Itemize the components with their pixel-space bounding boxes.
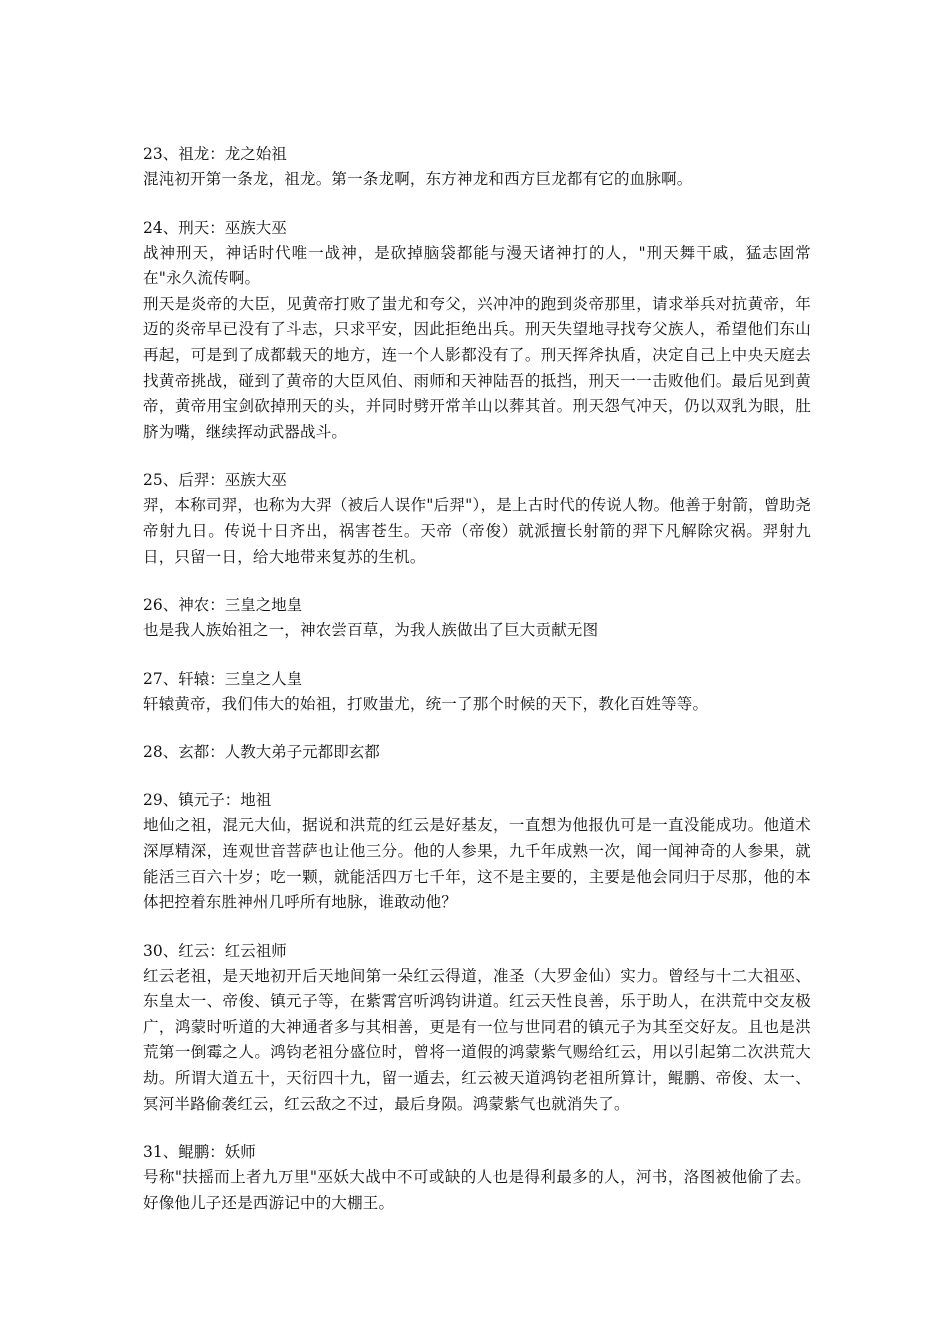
document-page xyxy=(143,142,811,1239)
entry-paragraph: 轩辕黄帝，我们伟大的始祖，打败蚩尤，统一了那个时候的天下，教化百姓等等。 xyxy=(143,694,709,713)
entry-24 xyxy=(143,216,811,446)
entry-paragraph: 也是我人族始祖之一，神农尝百草，为我人族做出了巨大贡献无图 xyxy=(143,621,599,640)
entry-paragraph: 刑天是炎帝的大臣，见黄帝打败了蚩尤和夸父，兴冲冲的跑到炎帝那里，请求举兵对抗黄帝，年迈的炎帝早已没有了斗志，只求平安，因此拒绝出兵。刑天失望地寻找夸父族人，希望他们东山再起，可是到了成都载天的地方，连一个人影都没有了。刑天挥斧执盾，决定自己上中央天庭去找黄帝挑战，碰到了黄帝的大臣风伯、雨师和天神陆吾的抵挡，刑天一一击败他们。最后见到黄帝，黄帝用宝剑砍掉刑天的头，并同时劈开常羊山以葬其首。刑天怨气冲天，仍以双乳为眼，肚脐为嘴，继续挥动武器战斗。 xyxy=(143,294,811,441)
entry-23 xyxy=(143,142,811,193)
entry-title: 25、后羿：巫族大巫 xyxy=(143,471,287,490)
entry-31 xyxy=(143,1140,811,1216)
entry-title: 23、祖龙：龙之始祖 xyxy=(143,145,287,163)
entry-paragraph: 地仙之祖，混元大仙，据说和洪荒的红云是好基友，一直想为他报仇可是一直没能成功。他道术深厚精深，连观世音菩萨也让他三分。他的人参果，九千年成熟一次，闻一闻神奇的人参果，就能活三百六十岁；吃一颗，就能活四万七千年，这不是主要的，主要是他会同归于尽那，他的本体把控着东胜神州几呼所有地脉，谁敢动他？ xyxy=(143,816,811,912)
entry-30 xyxy=(143,939,811,1118)
entry-title: 24、刑天：巫族大巫 xyxy=(143,218,287,237)
entry-28 xyxy=(143,740,811,765)
entry-29 xyxy=(143,788,811,915)
entry-paragraph: 战神刑天，神话时代唯一战神，是砍掉脑袋都能与漫天诸神打的人，"刑天舞干戚，猛志固常在"永久流传啊。 xyxy=(143,243,811,288)
entry-26 xyxy=(143,593,811,644)
entry-27 xyxy=(143,667,811,718)
entry-25 xyxy=(143,468,811,570)
entry-title: 27、轩辕：三皇之人皇 xyxy=(143,669,303,688)
entry-title: 28、玄都：人教大弟子元都即玄都 xyxy=(143,743,380,762)
entry-title: 26、神农：三皇之地皇 xyxy=(143,596,303,615)
entry-paragraph: 红云老祖，是天地初开后天地间第一朵红云得道，准圣（大罗金仙）实力。曾经与十二大祖巫、东皇太一、帝俊、镇元子等，在紫霄宫听鸿钧讲道。红云天性良善，乐于助人，在洪荒中交友极广，鸿蒙时听道的大神通者多与其相善，更是有一位与世同君的镇元子为其至交好友。且也是洪荒第一倒霉之人。鸿钧老祖分盛位时，曾将一道假的鸿蒙紫气赐给红云，用以引起第二次洪荒大劫。所谓大道五十，天衍四十九，留一遁去，红云被天道鸿钧老祖所算计，鲲鹏、帝俊、太一、冥河半路偷袭红云，红云敌之不过，最后身陨。鸿蒙紫气也就消失了。 xyxy=(143,966,811,1113)
entry-paragraph: 混沌初开第一条龙，祖龙。第一条龙啊，东方神龙和西方巨龙都有它的血脉啊。 xyxy=(143,170,693,188)
entry-title: 31、鲲鹏：妖师 xyxy=(143,1143,256,1162)
entry-paragraph: 羿，本称司羿，也称为大羿（被后人误作"后羿"），是上古时代的传说人物。他善于射箭，曾助尧帝射九日。传说十日齐出，祸害苍生。天帝（帝俊）就派擅长射箭的羿下凡解除灾祸。羿射九日，只留一日，给大地带来复苏的生机。 xyxy=(143,496,811,566)
entry-title: 29、镇元子：地祖 xyxy=(143,791,272,810)
entry-paragraph: 号称"扶摇而上者九万里"巫妖大战中不可或缺的人也是得利最多的人，河书，洛图被他偷了去。好像他儿子还是西游记中的大棚王。 xyxy=(143,1168,811,1212)
entry-title: 30、红云：红云祖师 xyxy=(143,941,287,960)
